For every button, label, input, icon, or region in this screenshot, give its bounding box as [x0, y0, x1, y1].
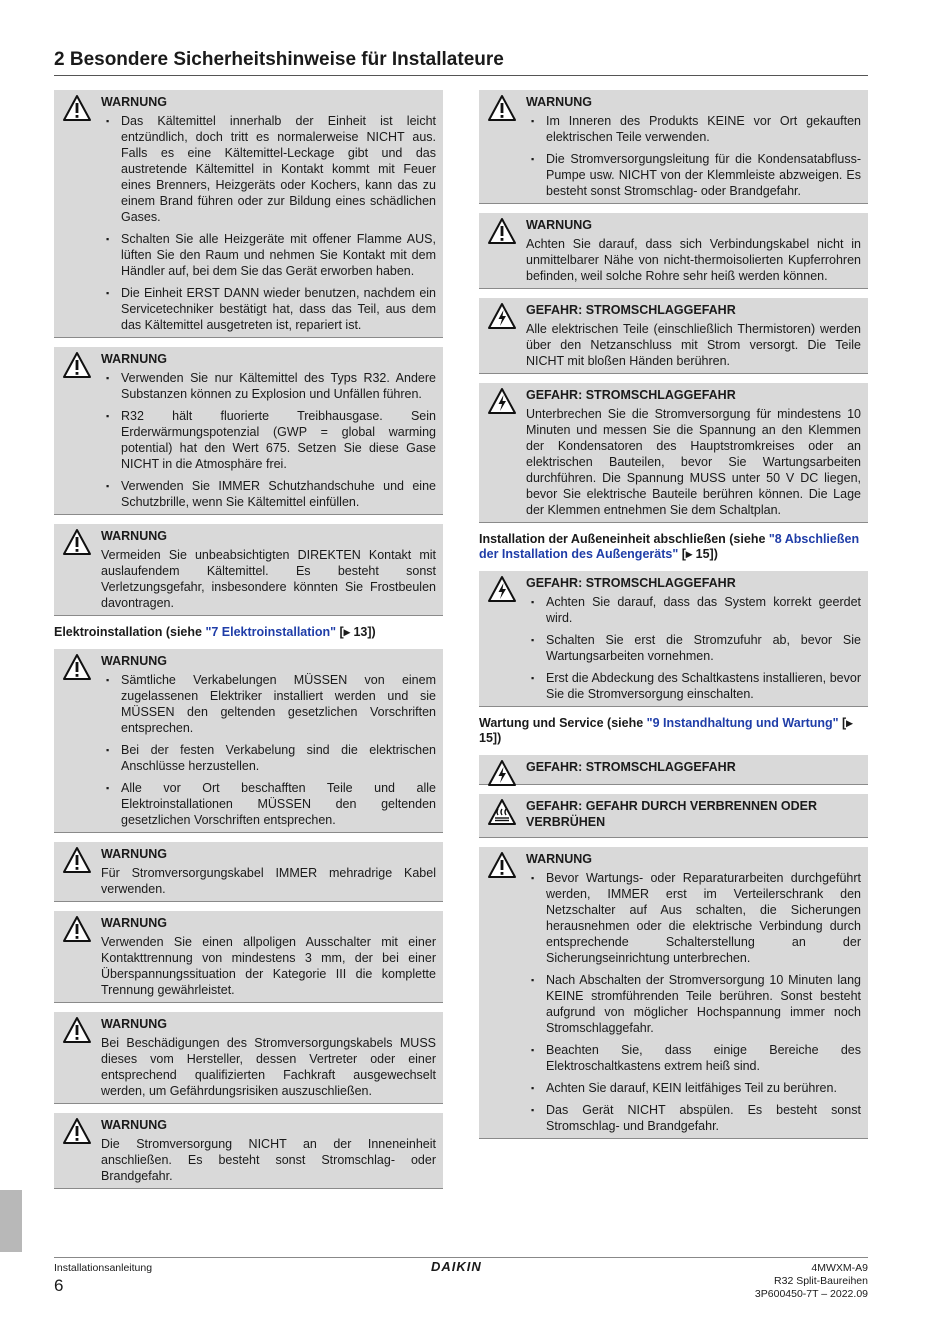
notice-title: WARNUNG [101, 654, 167, 668]
right-column [479, 90, 868, 1148]
notice-bullet-item: ▪ Schalten Sie alle Heizgeräte mit offener Flamme AUS, lüften Sie den Raum und nehmen Sie Kontakt mit dem Händler auf, bei dem Sie das Gerät erworben haben. [101, 231, 436, 279]
safety-notice-box [54, 347, 443, 515]
notice-bullet-item: ▪ Die Einheit ERST DANN wieder benutzen, nachdem ein Servicetechniker bestätigt hat, dass das Teil, aus dem das Kältemittel ausgetreten ist, repariert ist. [101, 285, 436, 333]
notice-text: Alle elektrischen Teile (einschließlich Thermistoren) werden über den Netzanschluss mit Strom versorgt. Die Teile NICHT mit bloßen Händen berühren. [526, 322, 861, 368]
section-heading [479, 532, 868, 562]
section-heading [54, 625, 443, 640]
footer-doc-code: 3P600450-7T – 2022.09 [754, 1288, 868, 1300]
safety-notice-box [54, 524, 443, 616]
notice-bullet-list [526, 594, 861, 702]
notice-title: GEFAHR: STROMSCHLAGGEFAHR [526, 576, 736, 590]
brand-logo: DAIKIN [431, 1259, 482, 1274]
notice-text: Achten Sie darauf, dass sich Verbindungskabel nicht in unmittelbarer Nähe von nicht-thermoisolierten Kupferrohren befinden, weil solche Rohre sehr heiß werden können. [526, 237, 861, 283]
notice-bullet-item: ▪ Verwenden Sie IMMER Schutzhandschuhe und eine Schutzbrille, wenn Sie Kältemittel einfüllen. [101, 478, 436, 510]
notice-bullet-item: ▪ Erst die Abdeckung des Schaltkastens installieren, bevor Sie die Stromversorgung einschalten. [526, 670, 861, 702]
notice-title: WARNUNG [101, 1118, 167, 1132]
notice-bullet-list [101, 672, 436, 828]
notice-bullet-item: ▪ Schalten Sie erst die Stromzufuhr ab, bevor Sie Wartungsarbeiten vornehmen. [526, 632, 861, 664]
warning-triangle-icon [62, 653, 92, 681]
notice-bullet-item: ▪ Nach Abschalten der Stromversorgung 10 Minuten lang KEINE stromführenden Teile berühren. Sonst besteht aufgrund von möglicher Hochspannung immer noch Stromschlaggefahr. [526, 972, 861, 1036]
section-link[interactable]: "9 Instandhaltung und Wartung" [646, 716, 839, 730]
section-heading-text: Installation der Außeneinheit abschließen (siehe [479, 532, 769, 546]
safety-notice-box [54, 911, 443, 1003]
electric-shock-icon [487, 302, 517, 330]
hot-surface-icon [487, 798, 517, 826]
safety-notice-box [479, 383, 868, 523]
footer-model: 4MWXM-A9 [811, 1262, 868, 1274]
notice-text: Unterbrechen Sie die Stromversorgung für mindestens 10 Minuten und messen Sie die Spannung an den Klemmen der Kondensatoren des Hauptstromkreises oder an elektrischen Bauteilen, bevor Sie Wartungsarbeiten durchführen. Die Spannung MUSS unter 50 V DC liegen, bevor Sie elektrische Bauteile berühren können. Die Lage der Klemmen entnehmen Sie dem Schaltplan. [526, 407, 861, 517]
warning-triangle-icon [487, 94, 517, 122]
left-column [54, 90, 443, 1198]
notice-title: WARNUNG [526, 852, 592, 866]
notice-bullet-list [526, 870, 861, 1134]
section-page-ref: [▸ 13]) [336, 625, 376, 639]
electric-shock-icon [487, 387, 517, 415]
warning-triangle-icon [62, 1117, 92, 1145]
electric-shock-icon [487, 575, 517, 603]
notice-bullet-item: ▪ Sämtliche Verkabelungen MÜSSEN von einem zugelassenen Elektriker installiert werden und sie MÜSSEN den geltenden gesetzlichen Vorschriften entsprechen. [101, 672, 436, 736]
notice-bullet-list [526, 113, 861, 199]
warning-triangle-icon [62, 94, 92, 122]
safety-notice-box [54, 649, 443, 833]
warning-triangle-icon [62, 1016, 92, 1044]
section-heading-text: Elektroinstallation (siehe [54, 625, 206, 639]
section-heading [479, 716, 868, 746]
notice-title: WARNUNG [101, 95, 167, 109]
notice-bullet-item: ▪ Das Kältemittel innerhalb der Einheit ist leicht entzündlich, doch tritt es normalerweise NICHT aus. Falls es eine Kältemittel-Leckage gibt und das austretende Kältemittel in Kontakt kommt mit Feuer eines Brenners, Heizgeräts oder Kochers, kann das zu einem Brand führen oder zur Bildung eines schädlichen Gases. [101, 113, 436, 225]
warning-triangle-icon [487, 851, 517, 879]
page-number: 6 [54, 1276, 64, 1295]
notice-bullet-item: ▪ Achten Sie darauf, dass das System korrekt geerdet wird. [526, 594, 861, 626]
notice-bullet-item: ▪ Im Inneren des Produkts KEINE vor Ort gekauften elektrischen Teile verwenden. [526, 113, 861, 145]
notice-title: WARNUNG [101, 847, 167, 861]
notice-bullet-list [101, 113, 436, 333]
safety-notice-box [54, 1113, 443, 1189]
warning-triangle-icon [62, 846, 92, 874]
notice-bullet-item: ▪ Bei der festen Verkabelung sind die elektrischen Anschlüsse herzustellen. [101, 742, 436, 774]
notice-title: WARNUNG [526, 218, 592, 232]
section-page-ref: [▸ 15]) [678, 547, 718, 561]
notice-title: GEFAHR: STROMSCHLAGGEFAHR [526, 303, 736, 317]
notice-title: WARNUNG [101, 529, 167, 543]
safety-notice-box [479, 794, 868, 838]
notice-title: WARNUNG [101, 352, 167, 366]
notice-bullet-item: ▪ Beachten Sie, dass einige Bereiche des Elektroschaltkastens extrem heiß sind. [526, 1042, 861, 1074]
notice-text: Die Stromversorgung NICHT an der Inneneinheit anschließen. Es besteht sonst Stromschlag- oder Brandgefahr. [101, 1137, 436, 1183]
safety-notice-box [54, 842, 443, 902]
warning-triangle-icon [62, 915, 92, 943]
notice-bullet-item: ▪ Bevor Wartungs- oder Reparaturarbeiten durchgeführt werden, IMMER erst im Verteilerschrank den Netzschalter auf Aus schalten, die Sicherungen herausnehmen oder die elektrische Verbindung durch entsprechende Schalterstellung an der Sicherungseinrichtung unterbrechen. [526, 870, 861, 966]
notice-bullet-item: ▪ Achten Sie darauf, KEIN leitfähiges Teil zu berühren. [526, 1080, 861, 1096]
section-heading-text: Wartung und Service (siehe [479, 716, 647, 730]
safety-notice-box [54, 1012, 443, 1104]
chapter-tab [0, 1190, 22, 1252]
section-link[interactable]: "8 Abschließen der Installation des Außengeräts" [479, 532, 860, 561]
warning-triangle-icon [487, 217, 517, 245]
safety-notice-box [54, 90, 443, 338]
notice-title: GEFAHR: STROMSCHLAGGEFAHR [526, 760, 736, 774]
footer-divider [54, 1257, 868, 1258]
notice-bullet-item: ▪ R32 hält fluorierte Treibhausgase. Sein Erderwärmungspotenzial (GWP = global warming potential) hat den Wert 675. Setzen Sie diese Gase NICHT in die Atmosphäre frei. [101, 408, 436, 472]
warning-triangle-icon [62, 528, 92, 556]
safety-notice-box [479, 213, 868, 289]
notice-title: GEFAHR: GEFAHR DURCH VERBRENNEN ODER VERBRÜHEN [526, 799, 817, 829]
safety-notice-box [479, 847, 868, 1139]
safety-notice-box [479, 90, 868, 204]
notice-bullet-item: ▪ Das Gerät NICHT abspülen. Es besteht sonst Stromschlag- und Brandgefahr. [526, 1102, 861, 1134]
section-link[interactable]: "7 Elektroinstallation" [205, 625, 337, 639]
notice-bullet-item: ▪ Alle vor Ort beschafften Teile und alle Elektroinstallationen MÜSSEN den geltenden gesetzlichen Vorschriften entsprechen. [101, 780, 436, 828]
footer-series: R32 Split-Baureihen [774, 1275, 868, 1287]
notice-text: Bei Beschädigungen des Stromversorgungskabels MUSS dieses vom Hersteller, dessen Vertreter oder einer entsprechend qualifizierten Fachkraft ausgewechselt werden, um Gefährdungsrisiken auszuschließen. [101, 1036, 436, 1098]
safety-notice-box [479, 755, 868, 785]
notice-text: Für Stromversorgungskabel IMMER mehradrige Kabel verwenden. [101, 866, 436, 896]
footer-doc-type: Installationsanleitung [54, 1262, 153, 1274]
warning-triangle-icon [62, 351, 92, 379]
safety-notice-box [479, 571, 868, 707]
notice-title: GEFAHR: STROMSCHLAGGEFAHR [526, 388, 736, 402]
footer-info [755, 1262, 868, 1301]
notice-title: WARNUNG [101, 1017, 167, 1031]
notice-bullet-item: ▪ Die Stromversorgungsleitung für die Kondensatabfluss-Pumpe usw. NICHT von der Klemmleiste abzweigen. Es besteht sonst Stromschlag- oder Brandgefahr. [526, 151, 861, 199]
notice-title: WARNUNG [101, 916, 167, 930]
page-title: 2 Besondere Sicherheitshinweise für Installateure [54, 49, 868, 76]
notice-bullet-list [101, 370, 436, 510]
notice-bullet-item: ▪ Verwenden Sie nur Kältemittel des Typs R32. Andere Substanzen können zu Explosion und Unfällen führen. [101, 370, 436, 402]
notice-text: Vermeiden Sie unbeabsichtigten DIREKTEN Kontakt mit auslaufendem Kältemittel. Es besteht sonst Verletzungsgefahr, insbesondere könnten Sie Frostbeulen davontragen. [101, 548, 436, 610]
electric-shock-icon [487, 759, 517, 787]
notice-text: Verwenden Sie einen allpoligen Ausschalter mit einer Kontakttrennung von mindestens 3 mm, der bei einer Überspannungssituation der Kategorie III die komplette Trennung gewährleistet. [101, 935, 436, 997]
safety-notice-box [479, 298, 868, 374]
section-page-ref: [▸ 15]) [479, 716, 853, 745]
notice-title: WARNUNG [526, 95, 592, 109]
